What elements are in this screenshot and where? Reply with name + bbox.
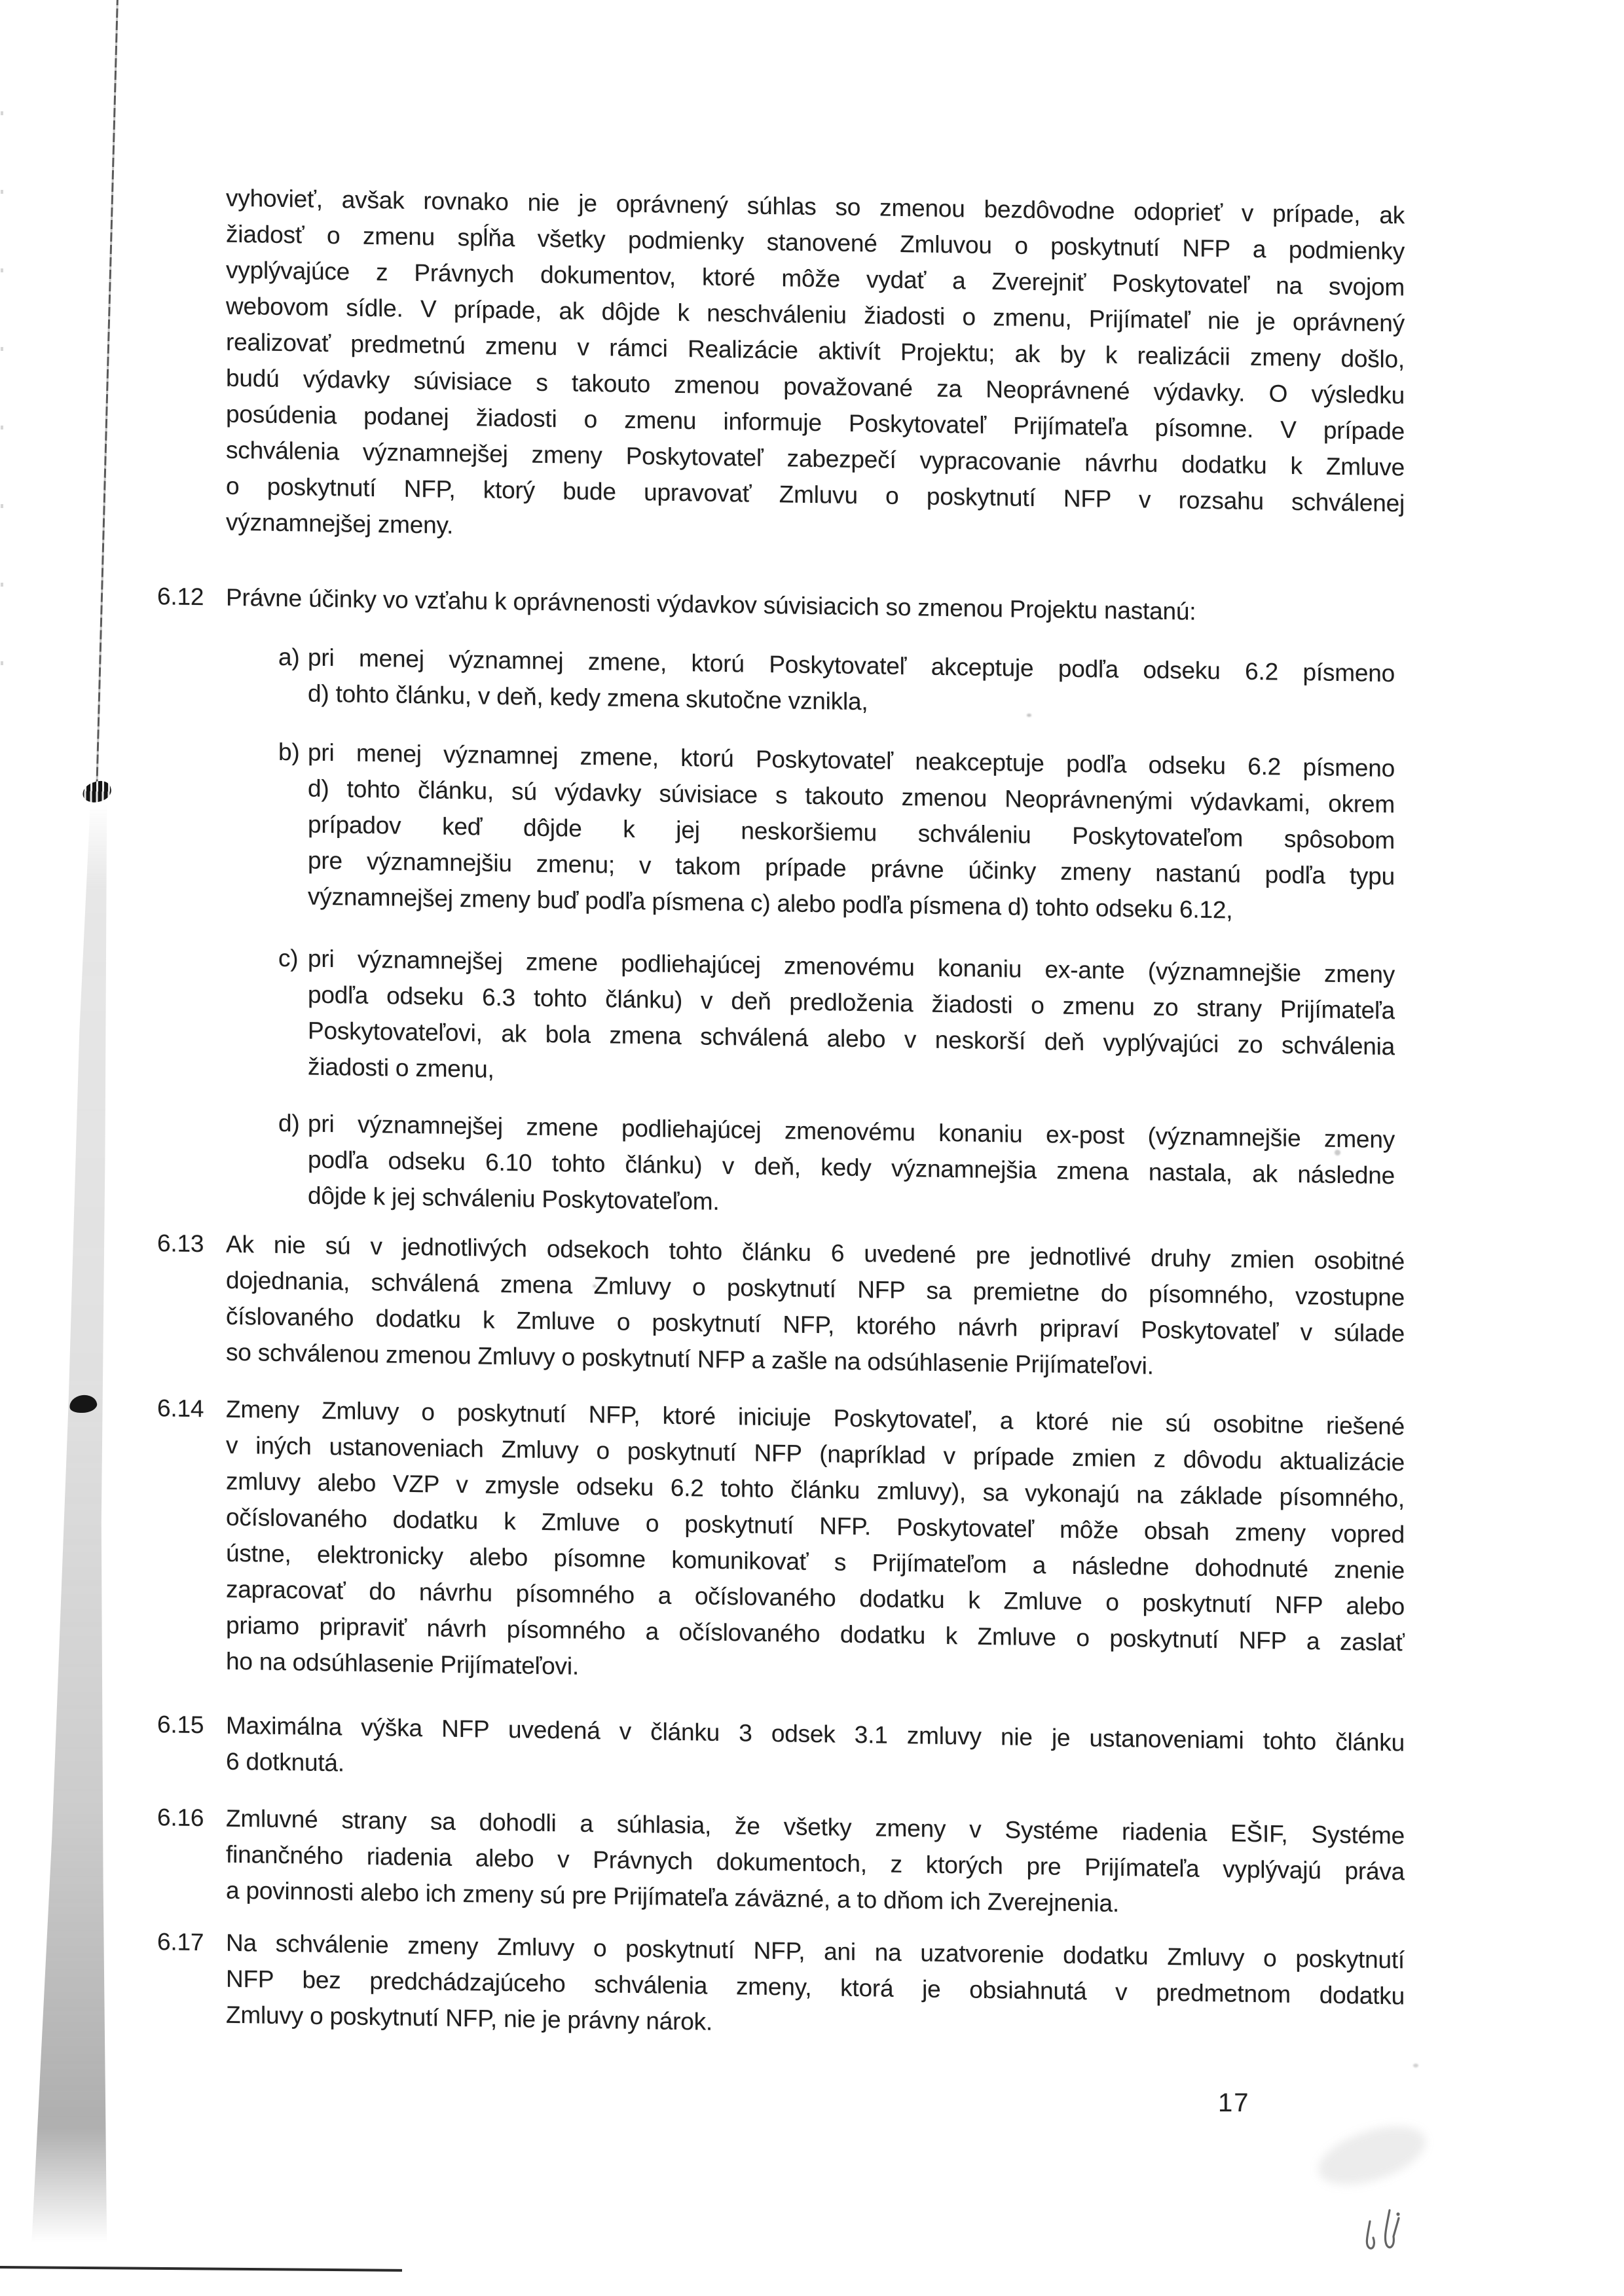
- section-number: 6.13: [157, 1230, 204, 1258]
- text-line: o poskytnutí NFP, ktorý bude upravovať Zmluvu o poskytnutí NFP v rozsahu schválenej: [226, 472, 1405, 517]
- text-line: pri významnejšej zmene podliehajúcej zmenovému konaniu ex-ante (významnejšie zmeny: [308, 945, 1395, 989]
- hole-punch-mark: [81, 778, 113, 805]
- text-line: pri menej významnej zmene, ktorú Poskytovateľ akceptuje podľa odseku 6.2 písmeno: [308, 644, 1395, 687]
- text-line: so schválenou zmenou Zmluvy o poskytnutí NFP a zašle na odsúhlasenie Prijímateľovi.: [226, 1338, 1154, 1379]
- item-label: d): [278, 1109, 300, 1137]
- text-line: ústne, elektronicky alebo písomne komunikovať s Prijímateľom a následne dohodnuté znenie: [226, 1539, 1405, 1584]
- paragraph-lines: [226, 1226, 1405, 1388]
- paragraph-lines: [226, 1800, 1405, 1926]
- text-line: Zmluvné strany sa dohodli a súhlasia, že všetky zmeny v Systéme riadenia EŠIF, Systéme: [226, 1804, 1405, 1850]
- item-label: a): [278, 643, 300, 671]
- text-line: zmluvy alebo VZP v zmysle odseku 6.2 tohto článku zmluvy), sa vykonajú na základe písomného,: [226, 1467, 1405, 1512]
- list-item-a: [151, 637, 1408, 716]
- text-line: významnejšej zmeny.: [226, 508, 454, 539]
- section-number: 6.17: [157, 1928, 204, 1956]
- text-line: podľa odseku 6.3 tohto článku) v deň predloženia žiadosti o zmenu zo strany Prijímateľa: [308, 981, 1395, 1025]
- text-line: d) tohto článku, sú výdavky súvisiace s takouto zmenou Neoprávnenými výdavkami, okrem: [308, 774, 1395, 818]
- text-line: vyhovieť, avšak rovnako nie je oprávnený súhlas so zmenou bezdôvodne odoprieť v prípade, ak: [226, 184, 1405, 229]
- paragraph-lines: [308, 735, 1395, 931]
- paragraph-lines: [226, 1707, 1405, 1797]
- section-6-13: [151, 1225, 1408, 1379]
- paragraph-lines: [226, 1925, 1405, 2050]
- ink-speck: [1413, 2064, 1418, 2068]
- text-line: d) tohto článku, v deň, kedy zmena skutočne vznikla,: [308, 680, 868, 716]
- text-line: pri významnejšej zmene podliehajúcej zmenovému konaniu ex-post (významnejšie zmeny: [308, 1110, 1395, 1154]
- text-line: ho na odsúhlasenie Prijímateľovi.: [226, 1647, 579, 1680]
- document-page-text: [151, 0, 1408, 2244]
- text-line: číslovaného dodatku k Zmluve o poskytnutí NFP, ktorého návrh pripraví Poskytovateľ v súlade: [226, 1302, 1405, 1347]
- text-line: významnejšej zmeny buď podľa písmena c) alebo podľa písmena d) tohto odseku 6.12,: [308, 883, 1233, 924]
- text-line: posúdenia podanej žiadosti o zmenu informuje Poskytovateľ Prijímateľa písomne. V prípade: [226, 400, 1405, 445]
- text-line: pre významnejšiu zmenu; v takom prípade právne účinky zmeny nastanú podľa typu: [308, 847, 1395, 890]
- text-line: prípadov keď dôjde k jej neskoršiemu schváleniu Poskytovateľom spôsobom: [308, 811, 1395, 854]
- item-label: b): [278, 738, 300, 766]
- text-line: Ak nie sú v jednotlivých odsekoch tohto článku 6 uvedené pre jednotlivé druhy zmien osobitné: [226, 1230, 1405, 1275]
- section-6-14: [151, 1390, 1408, 1680]
- section-number: 6.14: [157, 1394, 204, 1423]
- text-line: dôjde k jej schváleniu Poskytovateľom.: [308, 1182, 720, 1215]
- paragraph-lines: [308, 1106, 1395, 1230]
- text-line: žiadosť o zmenu spĺňa všetky podmienky stanovené Zmluvou o poskytnutí NFP a podmienky: [226, 220, 1405, 265]
- text-line: žiadosti o zmenu,: [308, 1053, 494, 1083]
- text-line: Na schválenie zmeny Zmluvy o poskytnutí NFP, ani na uzatvorenie dodatku Zmluvy o poskytnutí: [226, 1929, 1405, 1974]
- paragraph-continuation: [151, 179, 1408, 539]
- list-item-d: [151, 1103, 1408, 1215]
- list-item-b: [151, 732, 1408, 924]
- text-line: webovom sídle. V prípade, ak dôjde k neschváleniu žiadosti o zmenu, Prijímateľ nie je oprávnený: [226, 292, 1405, 337]
- paragraph-lines: [308, 640, 1395, 728]
- section-6-16: [151, 1799, 1408, 1917]
- text-line: a povinnosti alebo ich zmeny sú pre Prijímateľa záväzné, a to dňom ich Zverejnenia.: [226, 1876, 1119, 1917]
- list-item-c: [151, 938, 1408, 1083]
- text-line: očíslovaného dodatku k Zmluve o poskytnutí NFP. Poskytovateľ môže obsah zmeny vopred: [226, 1503, 1405, 1548]
- text-line: Zmluvy o poskytnutí NFP, nie je právny nárok.: [226, 2001, 712, 2035]
- text-line: Maximálna výška NFP uvedená v článku 3 odsek 3.1 zmluvy nie je ustanoveniami tohto článku: [226, 1711, 1405, 1757]
- section-number: 6.15: [157, 1711, 204, 1739]
- scan-edge-line: [96, 0, 119, 792]
- text-line: podľa odseku 6.10 tohto článku) v deň, kedy významnejšia zmena nastala, ak následne: [308, 1146, 1395, 1190]
- section-6-15: [151, 1706, 1408, 1777]
- text-line: 6 dotknutá.: [226, 1747, 344, 1777]
- paragraph-lines: [308, 941, 1395, 1101]
- section-6-17: [151, 1923, 1408, 2035]
- text-line: Poskytovateľovi, ak bola zmena schválená alebo v neskorší deň vyplývajúci zo schválenia: [308, 1017, 1395, 1061]
- text-line: finančného riadenia alebo v Právnych dokumentoch, z ktorých pre Prijímateľa vyplývajú práva: [226, 1840, 1405, 1886]
- text-line: zapracovať do návrhu písomného a očíslovaného dodatku k Zmluve o poskytnutí NFP alebo: [226, 1575, 1405, 1620]
- text-line: realizovať predmetnú zmenu v rámci Realizácie aktivít Projektu; ak by k realizácii zmeny došlo,: [226, 328, 1405, 373]
- paragraph-lines: [226, 579, 1405, 633]
- text-line: v iných ustanoveniach Zmluvy o poskytnutí NFP (napríklad v prípade zmien z dôvodu aktualizácie: [226, 1431, 1405, 1476]
- text-line: vyplývajúce z Právnych dokumentov, ktoré môže vydať a Zverejniť Poskytovateľ na svojom: [226, 256, 1405, 301]
- page-number: 17: [1218, 2088, 1250, 2117]
- section-6-12: [151, 578, 1408, 625]
- text-line: Právne účinky vo vzťahu k oprávnenosti výdavkov súvisiacich so zmenou Projektu nastanú:: [226, 583, 1196, 625]
- text-line: budú výdavky súvisiace s takouto zmenou považované za Neoprávnené výdavky. O výsledku: [226, 364, 1405, 409]
- text-line: priamo pripraviť návrh písomného a očíslovaného dodatku k Zmluve o poskytnutí NFP a zaslať: [226, 1611, 1405, 1656]
- paragraph-lines: [226, 1391, 1405, 1697]
- text-line: dojednania, schválená zmena Zmluvy o poskytnutí NFP sa premietne do písomného, vzostupne: [226, 1266, 1405, 1311]
- paragraph-lines: [226, 180, 1405, 558]
- text-line: Zmeny Zmluvy o poskytnutí NFP, ktoré iniciuje Poskytovateľ, a ktoré nie sú osobitne riešené: [226, 1395, 1405, 1440]
- text-line: NFP bez predchádzajúceho schválenia zmeny, ktorá je obsiahnutá v predmetnom dodatku: [226, 1965, 1405, 2010]
- section-number: 6.16: [157, 1804, 204, 1832]
- scan-edge-specks: [1, 111, 3, 733]
- text-line: schválenia významnejšej zmeny Poskytovateľ zabezpečí vypracovanie návrhu dodatku k Zmluve: [226, 436, 1405, 481]
- text-line: pri menej významnej zmene, ktorú Poskytovateľ neakceptuje podľa odseku 6.2 písmeno: [308, 738, 1395, 782]
- binder-shadow-band: [26, 802, 118, 2242]
- section-number: 6.12: [157, 583, 204, 611]
- item-label: c): [278, 944, 299, 972]
- bottom-scan-line: [0, 2266, 402, 2272]
